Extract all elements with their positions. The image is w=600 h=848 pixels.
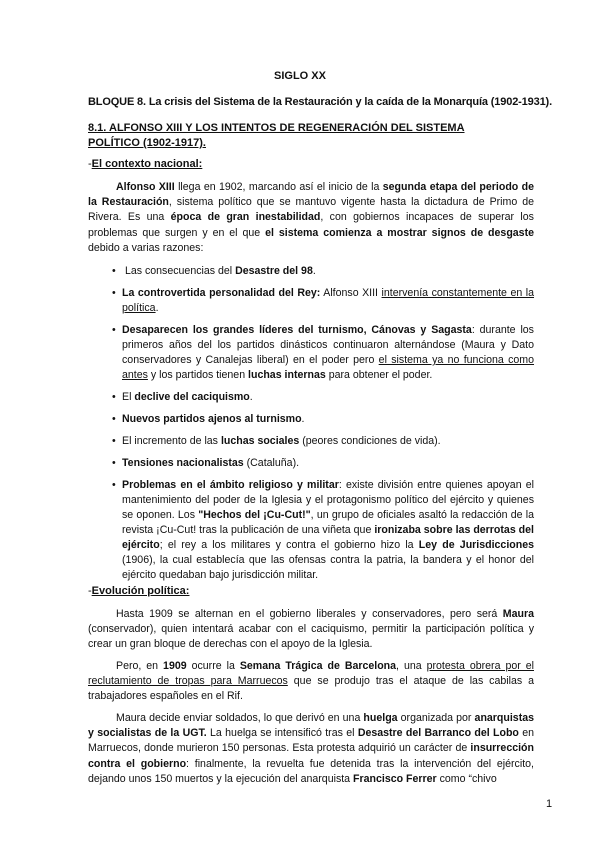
list-item: • Desaparecen los grandes líderes del turnismo, Cánovas y Sagasta: durante los primeros años del los partidos dinásticos continuaron alternándose (Maura y Dato conservadores y Canalejas liberal) en el poder pero el sistema ya no funciona como antes y los partidos tienen luchas internas para obtener el poder. [112,324,535,381]
contexto-heading: -El contexto nacional: [88,158,203,170]
contexto-paragraph: Alfonso XIII llega en 1902, marcando así el inicio de la segunda etapa del periodo de la Restauración, sistema político que se mantuvo vigente hasta la dictadura de Primo de Rivera. Es una época de gran inestabilidad, con gobiernos incapaces de superar los problemas que surgen y en el que el sistema comienza a mostrar signos de desgaste debido a varias razones: [88,181,535,254]
evolucion-heading: -Evolución política: [88,585,190,597]
section-heading: 8.1. ALFONSO XIII Y LOS INTENTOS DE REGENERACIÓN DEL SISTEMA POLÍTICO (1902-1917). [88,122,465,149]
evolucion-paragraph-3: Maura decide enviar soldados, lo que derivó en una huelga organizada por anarquistas y socialistas de la UGT. La huelga se intensificó tras el Desastre del Barranco del Lobo en Marruecos, donde murieron 150 personas. Esta protesta adquirió un carácter de insurrección contra el gobierno: finalmente, la revuelta fue detenida tras la intervención del ejército, dejando unos 150 muertos y la ejecución del anarquista Francisco Ferrer como “chivo [88,712,535,785]
page-number: 1 [546,798,553,810]
list-item: • Las consecuencias del Desastre del 98. [112,265,316,277]
list-item: • El incremento de las luchas sociales (peores condiciones de vida). [112,435,441,447]
list-item: • Tensiones nacionalistas (Cataluña). [112,457,300,469]
razones-list [112,264,534,583]
evolucion-paragraph-2: Pero, en 1909 ocurre la Semana Trágica de Barcelona, una protesta obrera por el reclutamiento de tropas para Marruecos que se produjo tras el ataque de las cabilas a trabajadores españoles en el Rif. [88,660,534,703]
list-item: • Problemas en el ámbito religioso y militar: existe división entre quienes apoyan el mantenimiento del poder de la Iglesia y el protagonismo político del ejército y quienes se oponen. Los "Hechos del ¡Cu-Cut!", un grupo de oficiales asaltó la redacción de la revista ¡Cu-Cut! tras la publicación de una viñeta que ironizaba sobre las derrotas del ejército; el rey a los militares y contra el gobierno hizo la Ley de Jurisdicciones (1906), la cual establecía que las ofensas contra la patria, la bandera y el honor del ejército quedaban bajo jurisdicción militar. [112,479,534,581]
list-item: • La controvertida personalidad del Rey: Alfonso XIII intervenía constantemente en la política. [112,287,535,314]
list-item: • Nuevos partidos ajenos al turnismo. [112,413,305,425]
evolucion-paragraph-1: Hasta 1909 se alternan en el gobierno liberales y conservadores, pero será Maura (conservador), quien intentará acabar con el caciquismo, permitir la participación política y crear un gran bloque de derechas con el apoyo de la Iglesia. [88,608,534,651]
document-title: SIGLO XX [274,70,326,82]
bloque-heading: BLOQUE 8. La crisis del Sistema de la Restauración y la caída de la Monarquía (1902-1931). [88,96,552,108]
list-item: • El declive del caciquismo. [112,391,253,403]
